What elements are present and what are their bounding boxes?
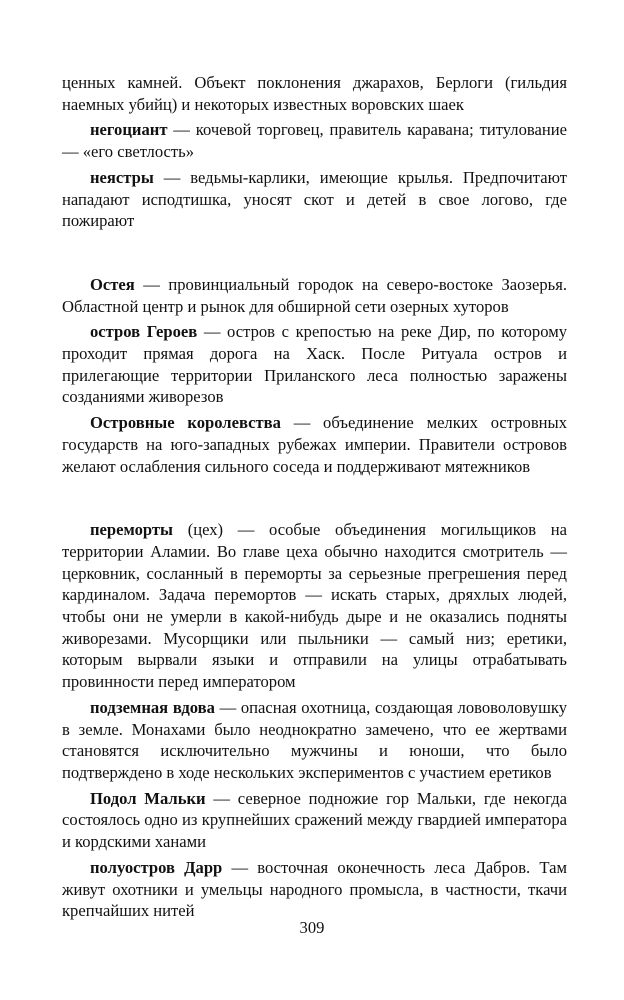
- entry-definition: — опасная охотница, создающая лововоловушку в земле. Монахами было неоднократно замечено, что ее жертвами становятся исключительно мужчины и юноши, что было подтверждено в ходе нескольких экспериментов с участием еретиков: [62, 697, 567, 782]
- glossary-entry: [62, 857, 567, 922]
- glossary-entry-continuation: [62, 72, 567, 115]
- glossary-text: [62, 72, 567, 926]
- entry-term: переморты: [90, 520, 174, 540]
- glossary-entry: [62, 119, 567, 162]
- entry-definition: — кочевой торговец, правитель каравана; титулование — «его светлость»: [62, 120, 567, 162]
- entry-definition: ценных камней. Объект поклонения джарахов, Берлоги (гильдия наемных убийц) и некоторых известных воровских шаек: [62, 73, 567, 114]
- entry-term: Подол Мальки: [90, 788, 206, 808]
- glossary-entry: [62, 788, 567, 853]
- glossary-entry: [62, 321, 567, 408]
- entry-term: подземная вдова: [90, 697, 215, 717]
- entry-term: неястры: [90, 167, 154, 187]
- entry-definition: — восточная оконечность леса Дабров. Там живут охотники и умельцы народного промысла, в частности, ткачи крепчайших нитей: [62, 857, 567, 921]
- entry-definition: — объединение мелких островных государств на юго-западных рубежах империи. Правители островов желают ослабления сильного соседа и поддерживают мятежников: [62, 413, 568, 476]
- entry-term: полуостров Дарр: [90, 857, 223, 877]
- entry-definition: — провинциальный городок на северо-востоке Заозерья. Областной центр и рынок для обширной сети озерных хуторов: [62, 274, 567, 316]
- glossary-entry: [62, 519, 567, 693]
- entry-definition: (цех) — особые объединения могильщиков на территории Аламии. Во главе цеха обычно находится смотритель — церковник, сосланный в переморты за серьезные прегрешения перед кардиналом. Задача перемортов — искать старых, дряхлых людей, чтобы они не умерли в какой-нибудь дыре и не оказались подняты живорезами. Мусорщики или пыльники — самый низ; еретики, которым вырвали языки и отправили на улицы отрабатывать провинности перед императором: [62, 520, 567, 692]
- entry-term: негоциант: [90, 120, 168, 140]
- glossary-entry: [62, 274, 567, 317]
- entry-definition: — ведьмы-карлики, имеющие крылья. Предпочитают нападают исподтишка, уносят скот и детей в свое логово, где пожирают: [62, 167, 567, 231]
- entry-term: Островные королевства: [90, 413, 281, 433]
- entry-definition: — остров с крепостью на реке Дир, по которому проходит прямая дорога на Хаск. После Ритуала остров и прилегающие территории Приланского леса полностью заражены созданиями живорезов: [62, 322, 568, 407]
- glossary-entry: [62, 697, 567, 784]
- entry-term: Остея: [90, 274, 135, 294]
- entry-term: остров Героев: [90, 322, 198, 342]
- glossary-entry: [62, 412, 567, 477]
- glossary-entry: [62, 167, 567, 232]
- page-number: 309: [299, 918, 325, 937]
- entry-definition: — северное подножие гор Мальки, где некогда состоялось одно из крупнейших сражений между гвардией императора и кордскими ханами: [62, 788, 568, 852]
